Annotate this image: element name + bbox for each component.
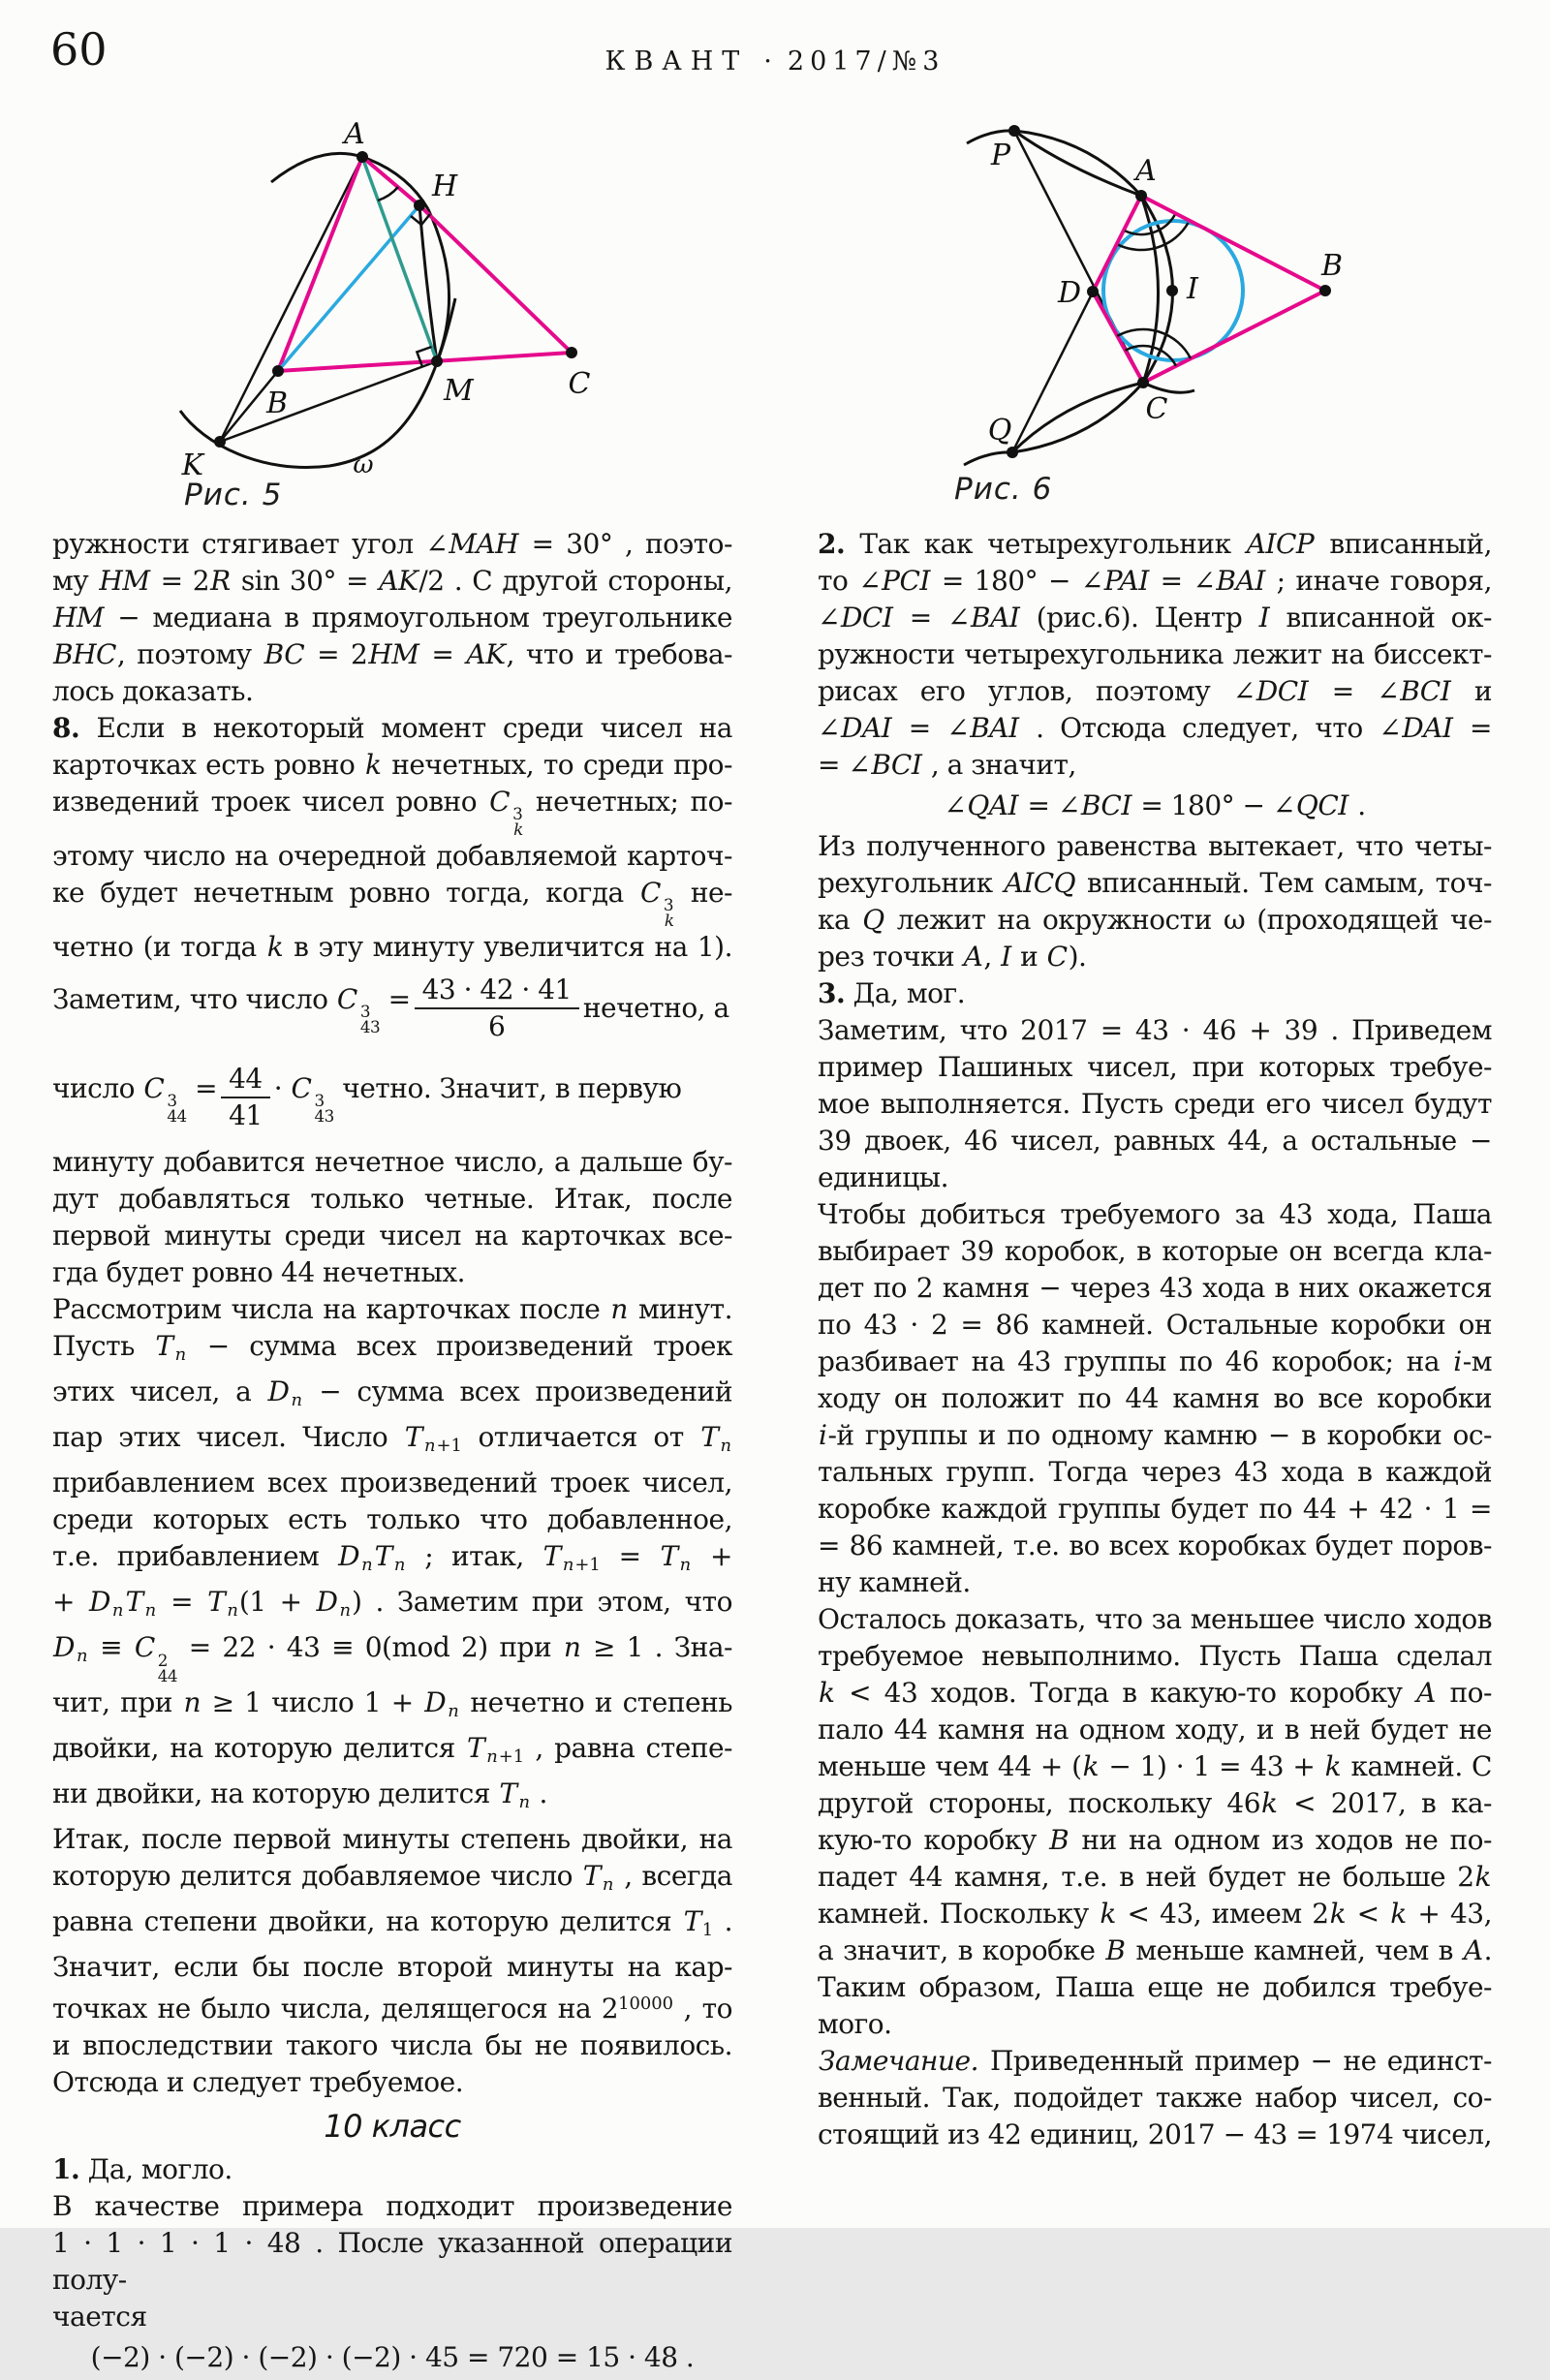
fraction-pre: Заметим, что число C 3 43 = xyxy=(52,983,411,1037)
figure5-label-B: B xyxy=(265,386,289,420)
fraction-line xyxy=(52,966,732,1051)
display-formula: (−2) · (−2) · (−2) · (−2) · 45 = 720 = 15 · 48 . xyxy=(90,2340,695,2373)
text-line: мого. xyxy=(818,2008,892,2040)
figure5-label-K: K xyxy=(181,448,203,482)
text-line: Замечание. Приведенный пример − не единст- xyxy=(819,2045,1492,2077)
fraction-numerator: 44 xyxy=(221,1064,270,1098)
text-line: чит, при n ≥ 1 число 1 + D $_n$ нечетно и степень xyxy=(52,1685,732,1721)
text-line: венный. Так, подойдет также набор чисел, со- xyxy=(818,2082,1492,2114)
text-line: рез точки A, I и C). xyxy=(818,941,1087,973)
text-line: этих чисел, а D $_n$ − сумма всех произведений xyxy=(52,1375,732,1411)
figure6-caption: Рис. 6 xyxy=(954,472,1053,507)
right-column xyxy=(818,526,1492,2153)
figure-5 xyxy=(87,105,649,521)
text-line: единицы. xyxy=(818,1161,948,1193)
text-line: му HM = 2R sin 30° = AK/2 . С другой стороны, xyxy=(52,565,733,597)
text-line: ке будет нечетным ровно тогда, когда C 3 k не- xyxy=(52,877,733,931)
fraction xyxy=(221,1064,270,1131)
journal-header xyxy=(0,48,1550,75)
figure6-label-I: I xyxy=(1187,272,1198,306)
text-line: пало 44 камня на одном ходу, и в ней будет не xyxy=(818,1714,1492,1746)
fraction xyxy=(415,974,579,1042)
figure6-label-A: A xyxy=(1135,154,1157,188)
text-line: Значит, если бы после второй минуты на кар- xyxy=(52,1950,732,1983)
fraction-numerator: 43 · 42 · 41 xyxy=(415,974,579,1009)
text-line: равна степени двойки, на которую делится $T_1$ . xyxy=(52,1904,732,1940)
text-line: 2. Так как четырехугольник AICP вписанный, xyxy=(818,528,1492,560)
text-line: 8. Если в некоторый момент среди чисел на xyxy=(52,712,732,744)
text-line: другой стороны, поскольку 46k < 2017, в ка- xyxy=(818,1787,1492,1819)
figure6-label-B: B xyxy=(1320,249,1344,283)
fraction-pre: число C 3 44 = xyxy=(52,1072,218,1127)
figure6-drawing xyxy=(911,105,1385,511)
text-line: Таким образом, Паша еще не добился требуе- xyxy=(818,1971,1492,2003)
text-line: ни двойки, на которую делится T $_n$ . xyxy=(52,1777,547,1812)
text-line: которую делится добавляемое число T $_n$ , всегда xyxy=(52,1859,732,1895)
figure6-label-P: P xyxy=(990,139,1011,172)
text-line: по 43 · 2 = 86 камней. Остальные коробки он xyxy=(818,1309,1492,1341)
journal-issue: 2017/№3 xyxy=(787,46,946,77)
text-line: чается xyxy=(52,2300,147,2333)
text-line: этому число на очередной добавляемой карточ- xyxy=(52,840,732,873)
text-line: 3. Да, мог. xyxy=(818,977,966,1009)
figure6-label-Q: Q xyxy=(987,414,1012,448)
fraction-post: нечетно, а xyxy=(582,992,729,1025)
text-line: 1. Да, могло. xyxy=(52,2152,232,2185)
text-line: прибавлением всех произведений троек чисел, xyxy=(52,1467,732,1499)
text-line: ружности стягивает угол ∠MAH = 30° , поэто- xyxy=(52,528,732,560)
fraction-denominator: 6 xyxy=(488,1010,506,1043)
text-line: Пусть T $_n$ − сумма всех произведений троек xyxy=(52,1330,732,1366)
text-line: дет по 2 камня − через 43 хода в них окажется xyxy=(818,1272,1492,1304)
figure5-label-C: C xyxy=(568,367,591,401)
text-line: = 86 камней, т.е. во всех коробках будет поров- xyxy=(818,1530,1492,1561)
left-column xyxy=(52,526,732,2380)
figure5-segment-BH xyxy=(278,205,419,371)
text-line: стоящий из 42 единиц, 2017 − 43 = 1974 чисел, xyxy=(818,2118,1492,2150)
figure5-black-lines xyxy=(220,157,437,442)
text-line: падет 44 камня, т.е. в ней будет не больше 2k xyxy=(818,1861,1491,1893)
text-line: первой минуты среди чисел на карточках все- xyxy=(52,1220,732,1252)
text-line: Рассмотрим числа на карточках после n минут. xyxy=(52,1293,732,1326)
text-line: гда будет ровно 44 нечетных. xyxy=(52,1256,465,1289)
text-line: карточках есть ровно k нечетных, то среди про- xyxy=(52,749,732,781)
text-line: лось доказать. xyxy=(52,675,254,707)
text-line: т.е. прибавлением D $_n$T $_n$ ; итак, T $_{n+1}$ = T $_n$ + xyxy=(52,1540,732,1576)
text-line: + D $_n$T $_n$ = T $_n$(1 + D $_n$) . Заметим при этом, что xyxy=(52,1586,733,1622)
text-line: а значит, в коробке B меньше камней, чем в A. xyxy=(818,1934,1492,1966)
text-line: Из полученного равенства вытекает, что четы- xyxy=(818,830,1492,862)
text-line: двойки, на которую делится T $_{n+1}$ , равна степе- xyxy=(52,1731,732,1767)
fraction-denominator: 41 xyxy=(229,1099,263,1132)
text-line: мое выполняется. Пусть среди его чисел будут xyxy=(818,1088,1492,1120)
figure-6 xyxy=(911,105,1385,521)
fraction-post: · C 3 43 четно. Значит, в первую xyxy=(273,1072,682,1127)
text-line: пример Пашиных чисел, при которых требуе- xyxy=(818,1051,1492,1083)
text-line: выбирает 39 коробок, в которые он всегда кла- xyxy=(818,1235,1492,1267)
text-line: BHC, поэтому BC = 2HM = AK, что и требова- xyxy=(53,638,732,670)
text-line: кую-то коробку B ни на одном из ходов не по- xyxy=(818,1824,1492,1856)
text-line: 1 · 1 · 1 · 1 · 48 . После указанной операции полу- xyxy=(52,2226,732,2296)
text-line: четно (и тогда k в эту минуту увеличится на 1). xyxy=(52,931,732,964)
text-line: Осталось доказать, что за меньшее число ходов xyxy=(818,1603,1492,1635)
text-line: минуту добавится нечетное число, а дальше бу- xyxy=(52,1146,732,1179)
text-line: среди которых есть только что добавленное, xyxy=(52,1503,732,1536)
figure5-label-omega: ω xyxy=(353,450,374,479)
text-line: ходу он положит по 44 камня во все коробки xyxy=(818,1382,1492,1414)
text-line: ружности четырехугольника лежит на биссект- xyxy=(818,638,1492,670)
section-heading: 10 класс xyxy=(324,2107,461,2145)
text-line: дут добавляться только четные. Итак, после xyxy=(52,1183,732,1216)
figure5-label-A: A xyxy=(344,117,365,151)
text-line: точках не было числа, делящегося на $2^{10000}$ , то xyxy=(52,1992,732,2025)
text-line: то ∠PCI = 180° − ∠PAI = ∠BAI ; иначе говоря, xyxy=(818,565,1492,597)
figure6-quadrilateral xyxy=(1093,196,1325,383)
text-line: меньше чем 44 + (k − 1) · 1 = 43 + k камней. С xyxy=(818,1750,1492,1782)
text-line: D $_n$ ≡ C 2 44 = 22 · 43 ≡ 0(mod 2) при n ≥ 1 . Зна- xyxy=(53,1631,732,1685)
text-line: пар этих чисел. Число T $_{n+1}$ отличается от T $_n$ xyxy=(52,1421,732,1457)
text-line: Отсюда и следует требуемое. xyxy=(52,2065,464,2098)
text-line: требуемое невыполнимо. Пусть Паша сделал xyxy=(818,1640,1492,1672)
text-line: тальных групп. Тогда через 43 хода в каждой xyxy=(818,1456,1492,1488)
text-line: ну камней. xyxy=(818,1566,971,1598)
text-line: и впоследствии такого числа бы не появилось. xyxy=(52,2028,732,2061)
display-formula: ∠QAI = ∠BCI = 180° − ∠QCI . xyxy=(944,789,1366,821)
figure6-label-C: C xyxy=(1145,392,1168,426)
text-line: HM − медиана в прямоугольном треугольнике xyxy=(53,602,732,634)
figure5-drawing xyxy=(87,105,649,511)
text-line: ∠DCI = ∠BAI (рис.6). Центр I вписанной ок- xyxy=(818,602,1493,634)
figure6-label-D: D xyxy=(1057,276,1081,310)
text-line: коробке каждой группы будет по 44 + 42 · 1 = xyxy=(818,1493,1492,1525)
text-line: 39 двоек, 46 чисел, равных 44, а остальные − xyxy=(818,1125,1492,1157)
fraction-line xyxy=(52,1051,732,1144)
figure5-label-H: H xyxy=(432,170,458,203)
text-line: Заметим, что 2017 = 43 · 46 + 39 . Приведем xyxy=(818,1014,1492,1046)
figure5-label-M: M xyxy=(444,374,474,408)
text-line: i-й группы и по одному камню − в коробки ос- xyxy=(819,1419,1492,1451)
header-separator: · xyxy=(763,46,772,77)
text-line: Итак, после первой минуты степень двойки, на xyxy=(52,1822,732,1855)
page-number: 60 xyxy=(50,23,108,76)
text-line: Чтобы добиться требуемого за 43 хода, Паша xyxy=(818,1198,1492,1230)
figure5-caption: Рис. 5 xyxy=(184,478,283,512)
text-line: разбивает на 43 группы по 46 коробок; на i-м xyxy=(818,1345,1492,1377)
text-line: ∠DAI = ∠BAI . Отсюда следует, что ∠DAI = xyxy=(818,712,1492,744)
text-line: В качестве примера подходит произведение xyxy=(52,2189,732,2222)
text-line: изведений троек чисел ровно C 3 k нечетных; по- xyxy=(52,786,732,840)
text-line: камней. Поскольку k < 43, имеем 2k < k + 43, xyxy=(818,1898,1492,1930)
text-line: k < 43 ходов. Тогда в какую-то коробку A по- xyxy=(819,1677,1492,1709)
text-line: = ∠BCI , а значит, xyxy=(818,749,1076,781)
journal-title: КВАНТ xyxy=(604,46,749,77)
text-line: рехугольник AICQ вписанный. Тем самым, точ- xyxy=(818,867,1493,899)
figure6-points xyxy=(1007,125,1331,458)
text-line: рисах его углов, поэтому ∠DCI = ∠BCI и xyxy=(818,675,1493,707)
text-line: ка Q лежит на окружности ω (проходящей че- xyxy=(818,904,1492,936)
